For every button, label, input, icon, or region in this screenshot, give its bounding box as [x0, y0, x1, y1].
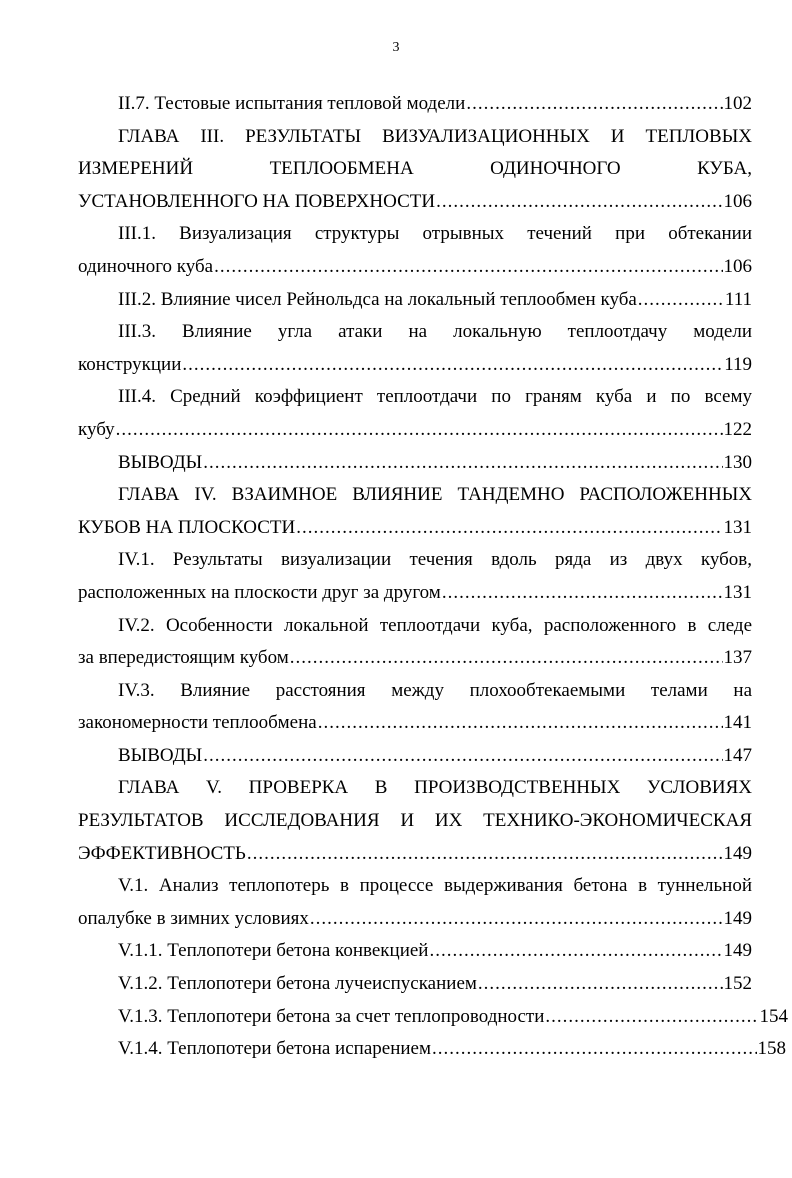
- toc-leader-dots: [182, 349, 723, 382]
- toc-entry-page: 149: [723, 940, 752, 962]
- toc-entry-page: 111: [724, 288, 752, 310]
- toc-entry-page: 106: [723, 190, 752, 212]
- toc-chapter-5-line-2[interactable]: РЕЗУЛЬТАТОВ ИССЛЕДОВАНИЯ И ИХ ТЕХНИКО-ЭКОНОМИЧЕСКАЯ: [78, 810, 752, 832]
- toc-entry-title: расположенных на плоскости друг за другом: [78, 581, 441, 603]
- toc-entry-page: 102: [723, 93, 752, 114]
- toc-entry-page: 154: [759, 1005, 788, 1027]
- toc-entry-5-1-line-2[interactable]: [78, 903, 752, 936]
- toc-leader-dots: [432, 1033, 757, 1066]
- toc-chapter-4-line-1[interactable]: ГЛАВА IV. ВЗАИМНОЕ ВЛИЯНИЕ ТАНДЕМНО РАСПОЛОЖЕННЫХ: [118, 484, 752, 506]
- toc-entry-page: 137: [723, 647, 752, 669]
- toc-leader-dots: [442, 577, 723, 610]
- toc-entry-4-2-line-1[interactable]: IV.2. Особенности локальной теплоотдачи куба, расположенного в следе: [118, 614, 752, 636]
- toc-entry-page: 149: [723, 842, 752, 864]
- toc-entry-title: ВЫВОДЫ: [118, 744, 203, 766]
- toc-leader-dots: [290, 642, 723, 675]
- toc-entry-title: ВЫВОДЫ: [118, 451, 203, 473]
- toc-entry-4-2-line-2[interactable]: [78, 642, 752, 675]
- toc-entry-3-1-line-1[interactable]: III.1. Визуализация структуры отрывных течений при обтекании: [118, 223, 752, 245]
- toc-entry-5-1-2[interactable]: [78, 968, 752, 1001]
- toc-entry-title: конструкции: [78, 353, 182, 375]
- toc-entry-4-3-line-2[interactable]: [78, 707, 752, 740]
- toc-entry-5-1-3[interactable]: [78, 1001, 788, 1034]
- toc-conclusions-3[interactable]: [78, 447, 752, 480]
- toc-entry-5-1-4[interactable]: [78, 1033, 786, 1066]
- toc-entry-title: одиночного куба: [78, 255, 214, 277]
- toc-entry-3-4-line-2[interactable]: [78, 414, 752, 447]
- toc-entry-title: V.1.2. Теплопотери бетона лучеиспусканием: [118, 973, 477, 995]
- toc-entry-title: за впередистоящим кубом: [78, 647, 289, 669]
- toc-entry-title: кубу: [78, 418, 115, 440]
- toc-leader-dots: [545, 1001, 758, 1034]
- toc-entry-title: V.1.3. Теплопотери бетона за счет теплопроводности: [118, 1005, 545, 1027]
- toc-leader-dots: [318, 707, 723, 740]
- table-of-contents: [78, 88, 788, 1066]
- toc-entry-title: УСТАНОВЛЕННОГО НА ПОВЕРХНОСТИ: [78, 190, 436, 212]
- toc-entry-title: V.1.1. Теплопотери бетона конвекцией: [118, 940, 429, 962]
- toc-entry-title: КУБОВ НА ПЛОСКОСТИ: [78, 516, 296, 538]
- toc-chapter-4-line-2[interactable]: [78, 512, 752, 545]
- toc-entry-page: 106: [723, 255, 752, 277]
- toc-leader-dots: [296, 512, 722, 545]
- toc-entry-title: II.7. Тестовые испытания тепловой модели: [118, 93, 466, 114]
- toc-leader-dots: [436, 186, 722, 219]
- toc-leader-dots: [310, 903, 723, 936]
- toc-entry-page: 131: [723, 516, 752, 538]
- toc-entry-5-1-1[interactable]: [78, 935, 752, 968]
- toc-leader-dots: [203, 447, 722, 480]
- toc-entry-page: 158: [757, 1038, 786, 1060]
- toc-entry-title: V.1.4. Теплопотери бетона испарением: [118, 1038, 431, 1060]
- toc-entry-title: III.2. Влияние чисел Рейнольдса на локальный теплообмен куба: [118, 288, 637, 310]
- toc-chapter-3-line-1[interactable]: ГЛАВА III. РЕЗУЛЬТАТЫ ВИЗУАЛИЗАЦИОННЫХ И ТЕПЛОВЫХ: [118, 125, 752, 147]
- toc-entry-4-3-line-1[interactable]: IV.3. Влияние расстояния между плохообтекаемыми телами на: [118, 679, 752, 701]
- toc-entry-3-4-line-1[interactable]: III.4. Средний коэффициент теплоотдачи по граням куба и по всему: [118, 386, 752, 408]
- toc-entry-page: 152: [723, 973, 752, 995]
- toc-entry-page: 119: [724, 353, 752, 375]
- toc-entry-2-7[interactable]: [78, 88, 752, 121]
- toc-entry-page: 147: [723, 744, 752, 766]
- toc-leader-dots: [466, 88, 722, 121]
- toc-entry-3-3-line-1[interactable]: III.3. Влияние угла атаки на локальную теплоотдачу модели: [118, 321, 752, 343]
- toc-conclusions-4[interactable]: [78, 740, 752, 773]
- toc-entry-title: ЭФФЕКТИВНОСТЬ: [78, 842, 246, 864]
- toc-entry-5-1-line-1[interactable]: V.1. Анализ теплопотерь в процессе выдерживания бетона в туннельной: [118, 875, 752, 897]
- toc-entry-page: 130: [723, 451, 752, 473]
- toc-entry-page: 131: [723, 581, 752, 603]
- toc-entry-title: закономерности теплообмена: [78, 712, 317, 734]
- toc-leader-dots: [116, 414, 723, 447]
- toc-leader-dots: [214, 251, 722, 284]
- toc-entry-title: опалубке в зимних условиях: [78, 907, 309, 929]
- toc-entry-4-1-line-1[interactable]: IV.1. Результаты визуализации течения вдоль ряда из двух кубов,: [118, 549, 752, 571]
- toc-chapter-3-line-3[interactable]: [78, 186, 752, 219]
- toc-entry-page: 141: [723, 712, 752, 734]
- toc-entry-3-1-line-2[interactable]: [78, 251, 752, 284]
- toc-chapter-5-line-3[interactable]: [78, 838, 752, 871]
- toc-leader-dots: [247, 838, 723, 871]
- toc-leader-dots: [429, 935, 722, 968]
- toc-entry-3-3-line-2[interactable]: [78, 349, 752, 382]
- page-number: 3: [392, 40, 400, 55]
- toc-entry-4-1-line-2[interactable]: [78, 577, 752, 610]
- toc-entry-3-2[interactable]: [78, 284, 752, 317]
- toc-entry-page: 149: [723, 907, 752, 929]
- toc-chapter-3-line-2[interactable]: ИЗМЕРЕНИЙ ТЕПЛООБМЕНА ОДИНОЧНОГО КУБА,: [78, 158, 752, 180]
- toc-entry-page: 122: [723, 418, 752, 440]
- toc-leader-dots: [638, 284, 724, 317]
- toc-leader-dots: [478, 968, 723, 1001]
- toc-chapter-5-line-1[interactable]: ГЛАВА V. ПРОВЕРКА В ПРОИЗВОДСТВЕННЫХ УСЛОВИЯХ: [118, 777, 752, 799]
- toc-leader-dots: [203, 740, 722, 773]
